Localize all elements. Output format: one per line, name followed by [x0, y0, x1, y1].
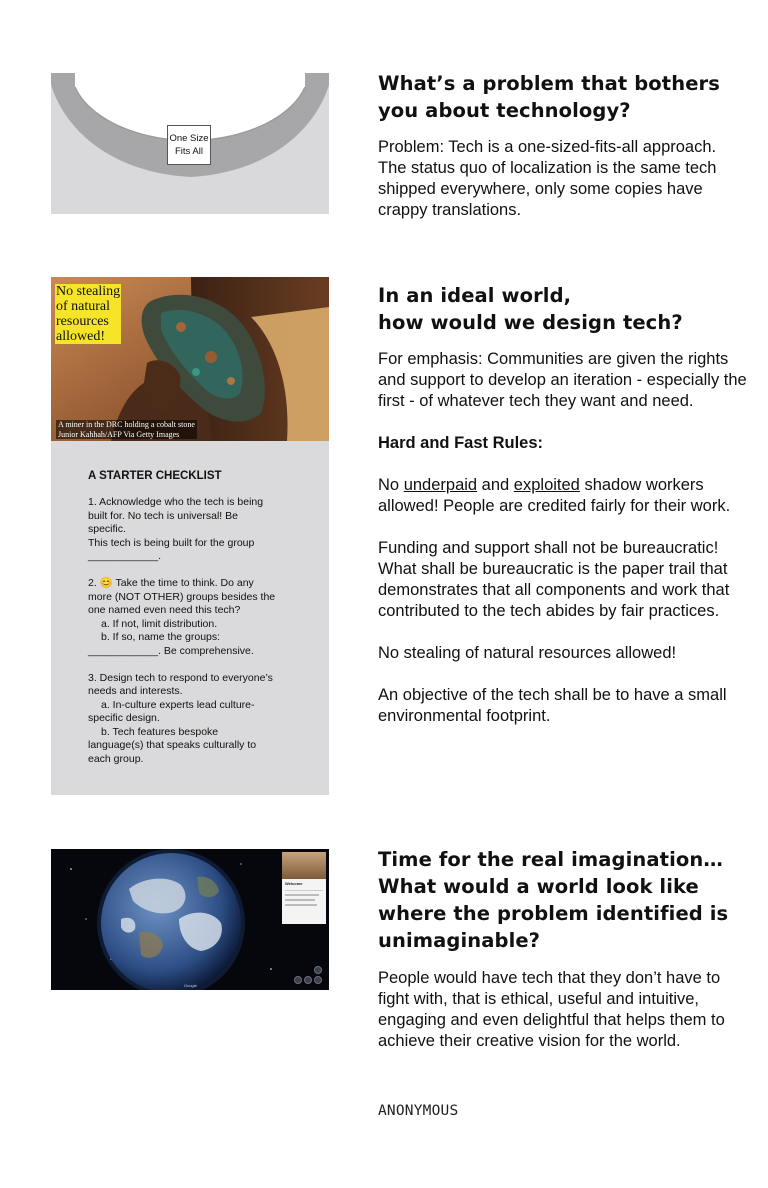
location-info-card[interactable]	[282, 852, 326, 924]
checklist-body	[88, 496, 298, 766]
label-line-4: allowed!	[56, 329, 105, 344]
section3-body	[378, 968, 748, 1052]
photo-caption-line-2: Junior Kahhah/AFP Via Getty Images	[58, 429, 180, 439]
section3-heading	[378, 846, 748, 954]
section2-heading	[378, 282, 748, 336]
rule-funding: Funding and support shall not be bureaucratic! What shall be bureaucratic is the paper trail that demonstrates that all components and work that contributed to the tech abides by fair practices.	[378, 539, 730, 620]
checklist-line: b. Tech features bespoke	[101, 725, 219, 738]
checklist-line: 3. Design tech to respond to everyone’s	[88, 671, 273, 684]
section1-heading-line-2: you about technology?	[378, 99, 631, 122]
zoom-in-button[interactable]	[314, 966, 322, 974]
section3-heading-line-2: What would a world look like	[378, 875, 699, 898]
checklist-spacer	[88, 658, 298, 672]
section3-heading-line-3: where the problem identified is	[378, 902, 729, 925]
rule-fair-labor	[378, 475, 748, 517]
label-line-1: No stealing	[56, 284, 121, 299]
checklist-line: specific design.	[88, 712, 160, 724]
section2-heading-line-1: In an ideal world,	[378, 284, 572, 307]
rule1-and: and	[477, 476, 514, 494]
checklist-line: ____________. Be comprehensive.	[88, 644, 254, 657]
pegman-button[interactable]	[294, 976, 302, 984]
size-tag-line-1: One Size	[169, 133, 209, 144]
label-line-2: of natural	[56, 299, 111, 314]
section1-heading	[378, 70, 748, 124]
rule1-post: shadow workers allowed! People are credited fairly for their work.	[378, 476, 731, 515]
emphasis-paragraph: For emphasis: Communities are given the rights and support to develop an iteration - especially the first - of whatever tech they want and need.	[378, 350, 747, 410]
checklist-line: language(s) that speaks culturally to	[88, 739, 257, 751]
section1-heading-line-1: What’s a problem that bothers	[378, 72, 720, 95]
google-logo: Google	[184, 983, 197, 988]
author-signature: ANONYMOUS	[378, 1103, 459, 1119]
checklist-title: A STARTER CHECKLIST	[88, 470, 222, 482]
rule1-pre: No	[378, 476, 404, 494]
checklist-line: built for. No tech is universal! Be	[88, 509, 238, 522]
section3-heading-line-1: Time for the real imagination…	[378, 848, 723, 871]
size-tag-line-2: Fits All	[175, 146, 203, 157]
starter-checklist	[51, 441, 329, 795]
zoom-out-button[interactable]	[314, 976, 322, 984]
checklist-line: each group.	[88, 752, 144, 765]
section2-heading-line-2: how would we design tech?	[378, 311, 683, 334]
checklist-line: a. In-culture experts lead culture-	[101, 698, 255, 711]
checklist-line: specific.	[88, 523, 126, 535]
size-tag	[167, 125, 211, 165]
rule-natural-resources: No stealing of natural resources allowed!	[378, 644, 677, 662]
miner-photo	[51, 277, 329, 441]
card-photo	[282, 852, 326, 879]
photo-caption	[56, 420, 197, 439]
checklist-line: This tech is being built for the group	[88, 536, 255, 549]
checklist-spacer	[88, 564, 298, 578]
exploited-term: exploited	[513, 476, 580, 494]
checklist-line: ____________.	[88, 550, 161, 562]
section1-body	[378, 137, 748, 221]
section3-heading-line-4: unimaginable?	[378, 929, 541, 952]
rule-environment: An objective of the tech shall be to have a small environmental footprint.	[378, 686, 727, 725]
imagination-paragraph: People would have tech that they don’t have to fight with, that is ethical, useful and intuitive, engaging and even delightful that helps them to achieve their creative vision for the world.	[378, 969, 725, 1050]
problem-statement: Problem: Tech is a one-sized-fits-all approach. The status quo of localization is the same tech shipped everywhere, only some copies have crappy translations.	[378, 138, 717, 219]
card-title: Welcome	[285, 881, 303, 886]
compass-button[interactable]	[304, 976, 312, 984]
photo-caption-line-1: A miner in the DRC holding a cobalt stone	[58, 420, 195, 429]
checklist-line: a. If not, limit distribution.	[101, 617, 218, 630]
section2-body	[378, 349, 748, 727]
checklist-line: needs and interests.	[88, 685, 183, 697]
checklist-line: b. If so, name the groups:	[101, 631, 221, 643]
label-line-3: resources	[56, 314, 109, 329]
checklist-line: one named even need this tech?	[88, 604, 241, 616]
underpaid-term: underpaid	[403, 476, 478, 494]
no-stealing-label	[55, 284, 121, 344]
checklist-line: more (NOT OTHER) groups besides the	[88, 590, 276, 603]
rules-title: Hard and Fast Rules:	[378, 434, 544, 452]
tshirt-illustration	[51, 73, 329, 214]
checklist-line: 2. 😊 Take the time to think. Do any	[88, 577, 254, 589]
checklist-line: 1. Acknowledge who the tech is being	[88, 496, 264, 508]
google-earth-screenshot	[51, 849, 329, 990]
